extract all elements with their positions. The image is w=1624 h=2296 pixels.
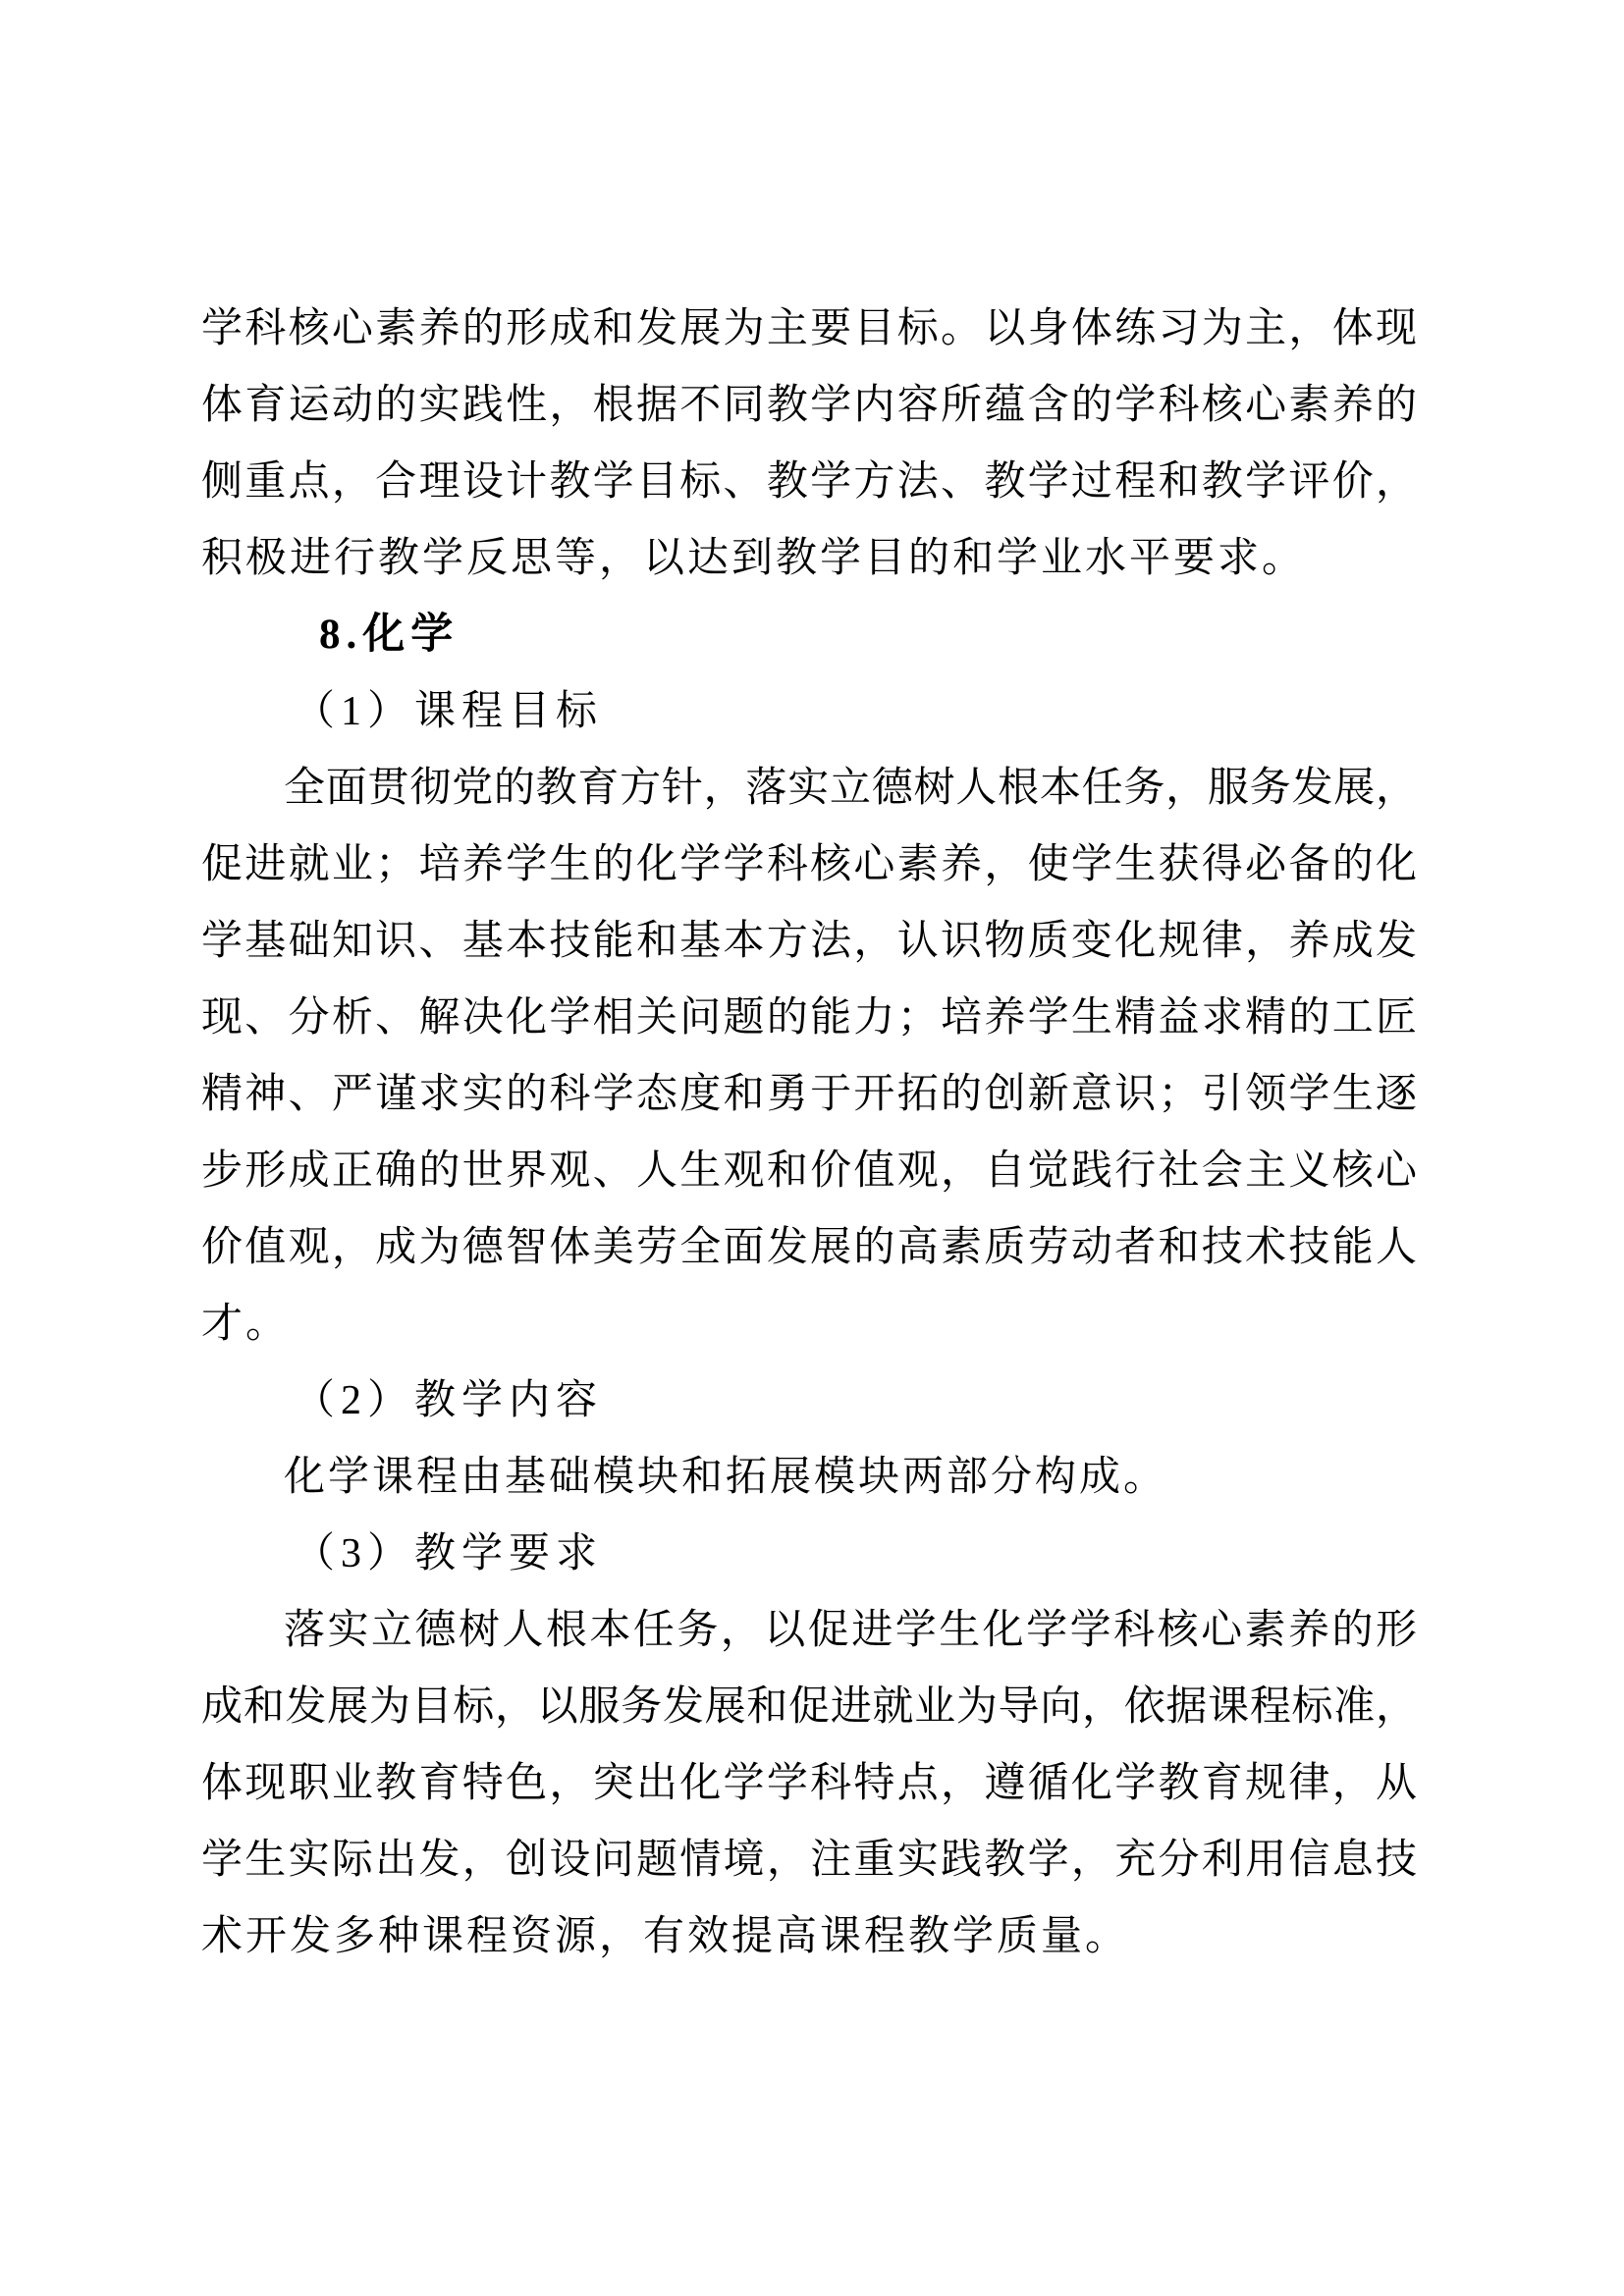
text-line: 学生实际出发，创设问题情境，注重实践教学，充分利用信息技 (201, 1838, 1417, 1883)
document-content (201, 291, 1417, 1975)
text-line: 体现职业教育特色，突出化学学科特点，遵循化学教育规律，从 (201, 1761, 1417, 1806)
text-line: 侧重点，合理设计教学目标、教学方法、教学过程和教学评价， (201, 459, 1417, 505)
text-line: 化学课程由基础模块和拓展模块两部分构成。 (284, 1455, 1168, 1500)
text-line: 成和发展为目标，以服务发展和促进就业为导向，依据课程标准， (201, 1684, 1417, 1730)
text-line: 术开发多种课程资源，有效提高课程教学质量。 (201, 1914, 1130, 1959)
text-line: 价值观，成为德智体美劳全面发展的高素质劳动者和技术技能人 (201, 1225, 1417, 1270)
text-line: 精神、严谨求实的科学态度和勇于开拓的创新意识；引领学生逐 (201, 1072, 1417, 1117)
text-line: 体育运动的实践性，根据不同教学内容所蕴含的学科核心素养的 (201, 383, 1417, 428)
text-line: 积极进行教学反思等，以达到教学目的和学业水平要求。 (201, 536, 1307, 581)
subsection-heading-teaching-requirements: （3）教学要求 (294, 1531, 604, 1576)
text-line: 现、分析、解决化学相关问题的能力；培养学生精益求精的工匠 (201, 995, 1417, 1041)
text-line: 才。 (201, 1302, 291, 1347)
text-line: 学科核心素养的形成和发展为主要目标。以身体练习为主，体现 (201, 306, 1417, 351)
section-heading-chemistry: 8.化学 (319, 612, 460, 658)
text-line: 全面贯彻党的教育方针，落实立德树人根本任务，服务发展， (284, 766, 1417, 811)
text-line: 促进就业；培养学生的化学学科核心素养，使学生获得必备的化 (201, 842, 1417, 887)
subsection-heading-course-objectives: （1）课程目标 (294, 689, 604, 734)
text-line: 落实立德树人根本任务，以促进学生化学学科核心素养的形 (284, 1608, 1417, 1653)
text-line: 步形成正确的世界观、人生观和价值观，自觉践行社会主义核心 (201, 1148, 1417, 1194)
text-line: 学基础知识、基本技能和基本方法，认识物质变化规律，养成发 (201, 919, 1417, 964)
subsection-heading-teaching-content: （2）教学内容 (294, 1378, 604, 1423)
